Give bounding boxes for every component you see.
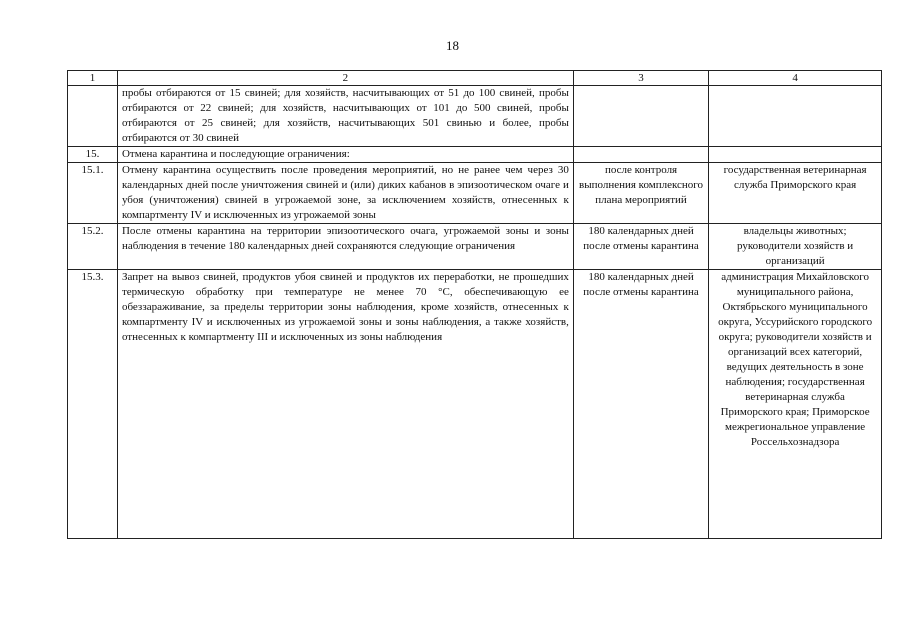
measure-text: После отмены карантина на территории эпизоотического очага, угрожаемой зоны и зоны наблюдения в течение 180 календарных дней сохраняются следующие ограничения bbox=[117, 224, 573, 270]
column-header: 3 bbox=[573, 71, 708, 86]
page-number: 18 bbox=[446, 38, 459, 53]
responsible-cell: администрация Михайловского муниципального района, Октябрьского муниципального округа, Уссурийского городского округа; руководители хозяйств и организаций всех категорий, ведущих деятельность в зоне наблюдения; государственная ветеринарная служба Приморского края; Приморское межрегиональное управление Россельхознадзора bbox=[709, 270, 882, 539]
section-heading-row bbox=[68, 147, 882, 163]
table-row bbox=[68, 270, 882, 539]
row-number: 15.2. bbox=[68, 224, 118, 270]
term-cell: после контроля выполнения комплексного плана мероприятий bbox=[573, 163, 708, 224]
column-header: 2 bbox=[117, 71, 573, 86]
table-header-row bbox=[68, 71, 882, 86]
term-cell bbox=[573, 86, 708, 147]
row-number: 15.3. bbox=[68, 270, 118, 539]
responsible-cell: владельцы животных; руководители хозяйств и организаций bbox=[709, 224, 882, 270]
table-row bbox=[68, 224, 882, 270]
row-number bbox=[68, 86, 118, 147]
section-heading: Отмена карантина и последующие ограничения: bbox=[117, 147, 573, 163]
column-header: 4 bbox=[709, 71, 882, 86]
term-cell: 180 календарных дней после отмены карантина bbox=[573, 270, 708, 539]
term-cell: 180 календарных дней после отмены карантина bbox=[573, 224, 708, 270]
measure-text: Запрет на вывоз свиней, продуктов убоя свиней и продуктов их переработки, не прошедших термическую обработку при температуре не менее 70 °С, обеспечивающую ее обеззараживание, за пределы территории зоны наблюдения, кроме хозяйств, отнесенных к компартменту IV и исключенных из угрожаемой зоны и зоны наблюдения, а также хозяйств, отнесенных к компартменту III и исключенных из зоны наблюдения bbox=[117, 270, 573, 539]
table-row bbox=[68, 163, 882, 224]
row-number: 15. bbox=[68, 147, 118, 163]
column-header: 1 bbox=[68, 71, 118, 86]
term-cell bbox=[573, 147, 708, 163]
responsible-cell bbox=[709, 86, 882, 147]
row-number: 15.1. bbox=[68, 163, 118, 224]
responsible-cell: государственная ветеринарная служба Приморского края bbox=[709, 163, 882, 224]
responsible-cell bbox=[709, 147, 882, 163]
measure-text: Отмену карантина осуществить после проведения мероприятий, но не ранее чем через 30 календарных дней после уничтожения свиней и (или) диких кабанов в эпизоотическом очаге и убоя (уничтожения) свиней в угрожаемой зоне, за исключением хозяйств, отнесенных к компартменту IV и исключенных из угрожаемой зоны bbox=[117, 163, 573, 224]
measures-table bbox=[67, 70, 882, 539]
measure-text: пробы отбираются от 15 свиней; для хозяйств, насчитывающих от 51 до 100 свиней, пробы отбираются от 22 свиней; для хозяйств, насчитывающих от 101 до 500 свиней, пробы отбираются от 25 свиней; для хозяйств, насчитывающих 501 свинью и более, пробы отбираются от 30 свиней bbox=[117, 86, 573, 147]
table-row bbox=[68, 86, 882, 147]
